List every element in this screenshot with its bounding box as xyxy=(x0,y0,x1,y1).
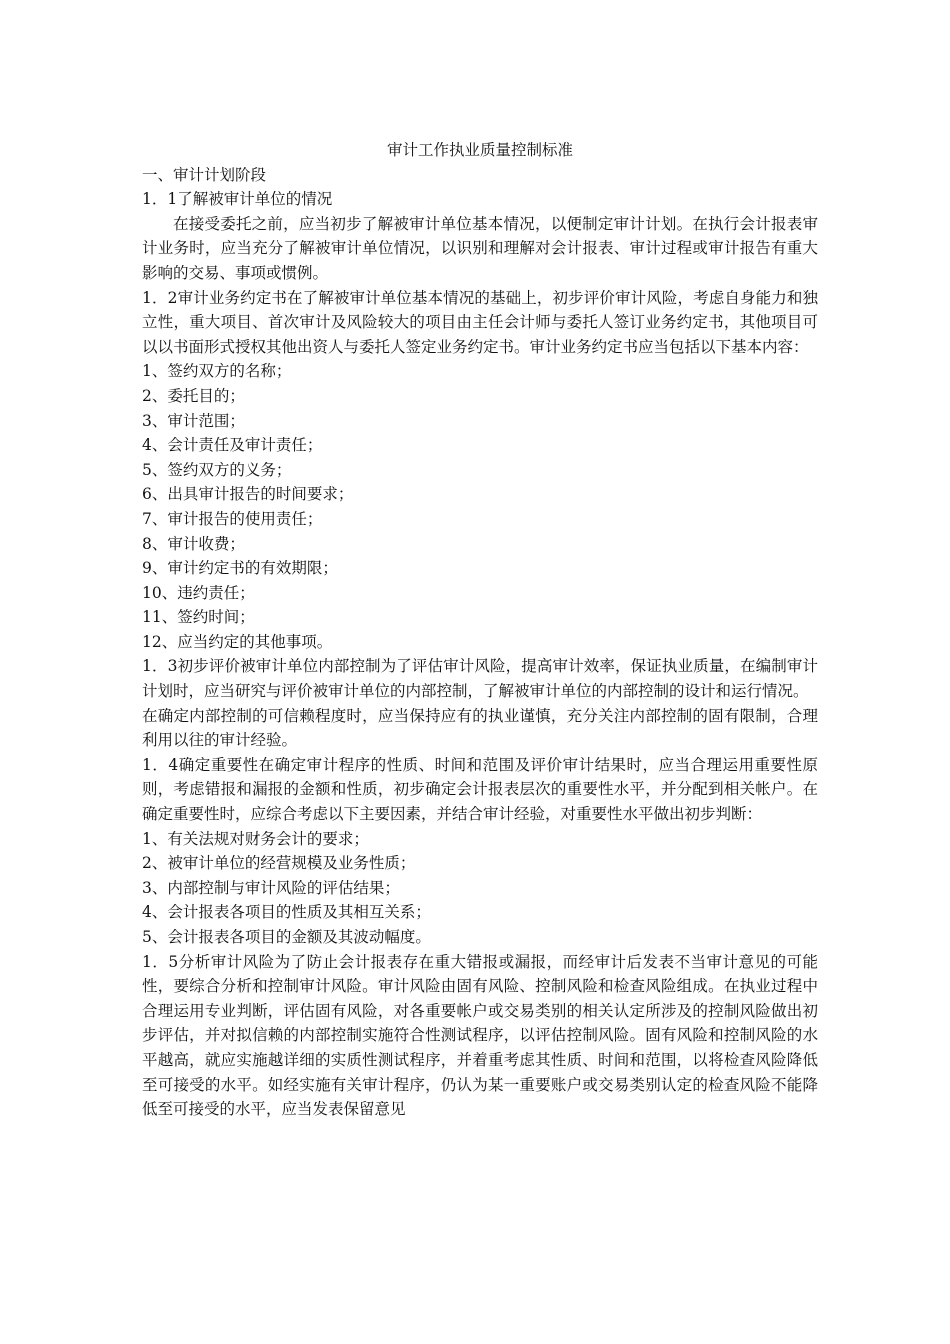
list-item: 4、会计责任及审计责任； xyxy=(142,436,323,455)
list-item: 11、签约时间； xyxy=(142,608,255,627)
list-item: 8、审计收费； xyxy=(142,534,245,553)
list-item: 10、违约责任； xyxy=(142,583,255,602)
list-item: 9、审计约定书的有效期限； xyxy=(142,559,338,578)
body-paragraph: 1．4确定重要性在确定审计程序的性质、时间和范围及评价审计结果时，应当合理运用重要性原则，考虑错报和漏报的金额和性质，初步确定会计报表层次的重要性水平，并分配到相关帐户。在确定重要性时，应综合考虑以下主要因素，并结合审计经验，对重要性水平做出初步判断： xyxy=(142,755,818,824)
list-item: 12、应当约定的其他事项。 xyxy=(142,632,333,651)
section-heading: 一、审计计划阶段 xyxy=(142,165,267,184)
list-item: 1、有关法规对财务会计的要求； xyxy=(142,829,369,848)
list-item: 3、内部控制与审计风险的评估结果； xyxy=(142,878,400,897)
body-paragraph: 1．3初步评价被审计单位内部控制为了评估审计风险，提高审计效率，保证执业质量，在编制审计计划时，应当研究与评价被审计单位的内部控制，了解被审计单位的内部控制的设计和运行情况。 xyxy=(142,657,818,701)
list-item: 5、会计报表各项目的金额及其波动幅度。 xyxy=(142,928,431,946)
body-paragraph: 在接受委托之前，应当初步了解被审计单位基本情况，以便制定审计计划。在执行会计报表审计业务时，应当充分了解被审计单位情况，以识别和理解对会计报表、审计过程或审计报告有重大影响的交易、事项或惯例。 xyxy=(142,214,818,282)
list-item: 5、签约双方的义务； xyxy=(142,460,292,479)
subsection-heading: 1．1了解被审计单位的情况 xyxy=(142,190,333,209)
document-body xyxy=(142,138,818,1122)
body-paragraph: 在确定内部控制的可信赖程度时，应当保持应有的执业谨慎，充分关注内部控制的固有限制，合理利用以往的审计经验。 xyxy=(142,706,818,750)
list-item: 1、签约双方的名称； xyxy=(142,362,292,381)
list-item: 2、委托目的； xyxy=(142,386,245,405)
list-item: 2、被审计单位的经营规模及业务性质； xyxy=(142,854,416,873)
document-title: 审计工作执业质量控制标准 xyxy=(386,141,573,159)
body-paragraph: 1．5分析审计风险为了防止会计报表存在重大错报或漏报，而经审计后发表不当审计意见的可能性，要综合分析和控制审计风险。审计风险由固有风险、控制风险和检查风险组成。在执业过程中合理运用专业判断，评估固有风险，对各重要帐户或交易类别的相关认定所涉及的控制风险做出初步评估，并对拟信赖的内部控制实施符合性测试程序，以评估控制风险。固有风险和控制风险的水平越高，就应实施越详细的实质性测试程序，并着重考虑其性质、时间和范围，以将检查风险降低至可接受的水平。如经实施有关审计程序，仍认为某一重要账户或交易类别认定的检查风险不能降低至可接受的水平，应当发表保留意见 xyxy=(142,952,818,1119)
list-item: 4、会计报表各项目的性质及其相互关系； xyxy=(142,903,431,922)
list-item: 7、审计报告的使用责任； xyxy=(142,509,323,528)
list-item: 3、审计范围； xyxy=(142,411,245,430)
list-item: 6、出具审计报告的时间要求； xyxy=(142,485,354,504)
body-paragraph: 1．2审计业务约定书在了解被审计单位基本情况的基础上，初步评价审计风险，考虑自身能力和独立性，重大项目、首次审计及风险较大的项目由主任会计师与委托人签订业务约定书，其他项目可以以书面形式授权其他出资人与委托人签定业务约定书。审计业务约定书应当包括以下基本内容： xyxy=(142,288,818,356)
